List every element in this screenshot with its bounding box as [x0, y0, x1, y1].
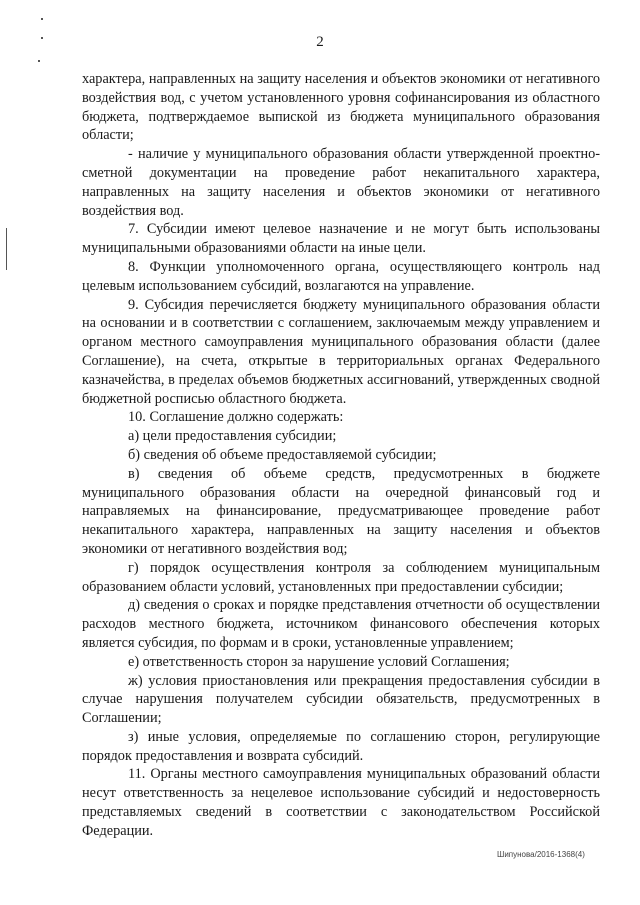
- paragraph-continuation: характера, направленных на защиту населения и объектов экономики от негативного воздействия вод, с учетом установленного уровня софинансирования из областного бюджета, подтверждаемое выпиской из бюджета муниципального образования области;: [82, 71, 600, 144]
- paragraph-10: 10. Соглашение должно содержать:: [128, 409, 344, 426]
- paragraph-10-b: б) сведения об объеме предоставляемой субсидии;: [128, 446, 437, 463]
- scan-dot: [38, 60, 40, 62]
- scan-margin-line: [6, 228, 7, 270]
- paragraph-10-a: а) цели предоставления субсидии;: [128, 428, 337, 445]
- paragraph-7: 7. Субсидии имеют целевое назначение и не могут быть использованы муниципальными образованиями области на иные цели.: [82, 221, 600, 257]
- footer-doc-code: Шипунова/2016-1368(4): [497, 850, 585, 859]
- paragraph-10-d: д) сведения о сроках и порядке представления отчетности об осуществлении расходов местного бюджета, источником финансового обеспечения которых является субсидия, по формам и в сроки, установленные управлением;: [82, 597, 600, 651]
- paragraph-10-e: е) ответственность сторон за нарушение условий Соглашения;: [128, 653, 510, 670]
- scan-dot: [41, 18, 43, 20]
- paragraph-11: 11. Органы местного самоуправления муниципальных образований области несут ответственность за нецелевое использование субсидий и недостоверность представляемых сведений в соответствии с законодательством Российской Федерации.: [82, 766, 600, 839]
- paragraph-10-z: з) иные условия, определяемые по соглашению сторон, регулирующие порядок предоставления и возврата субсидий.: [82, 728, 600, 764]
- paragraph-10-zh: ж) условия приостановления или прекращения предоставления субсидии в случае нарушения получателем субсидии обязательств, предусмотренных в Соглашении;: [82, 672, 600, 727]
- paragraph-10-g: г) порядок осуществления контроля за соблюдением муниципальным образованием области условий, установленных при предоставлении субсидии;: [82, 559, 600, 595]
- page-number: 2: [316, 34, 324, 50]
- paragraph-9: 9. Субсидия перечисляется бюджету муниципального образования области на основании и в соответствии с соглашением, заключаемым между управлением и органом местного самоуправления муниципального образования области (далее Соглашение), на счета, открытые в территориальных органах Федерального казначейства, в пределах объемов бюджетных ассигнований, утвержденных сводной бюджетной росписью областного бюджета.: [82, 296, 600, 407]
- paragraph-dash-item: - наличие у муниципального образования области утвержденной проектно-сметной документации на проведение работ некапитального характера, направленных на защиту населения и объектов экономики от негативного воздействия вод.: [82, 146, 600, 219]
- paragraph-10-v: в) сведения об объеме средств, предусмотренных в бюджете муниципального образования области на очередной финансовый год и направляемых на финансирование, предусматривающее проведение работ некапитального характера, направленных на защиту населения и объектов экономики от негативного воздействия вод;: [82, 465, 600, 557]
- document-body: [82, 70, 600, 841]
- paragraph-8: 8. Функции уполномоченного органа, осуществляющего контроль над целевым использованием субсидий, возлагаются на управление.: [82, 258, 600, 294]
